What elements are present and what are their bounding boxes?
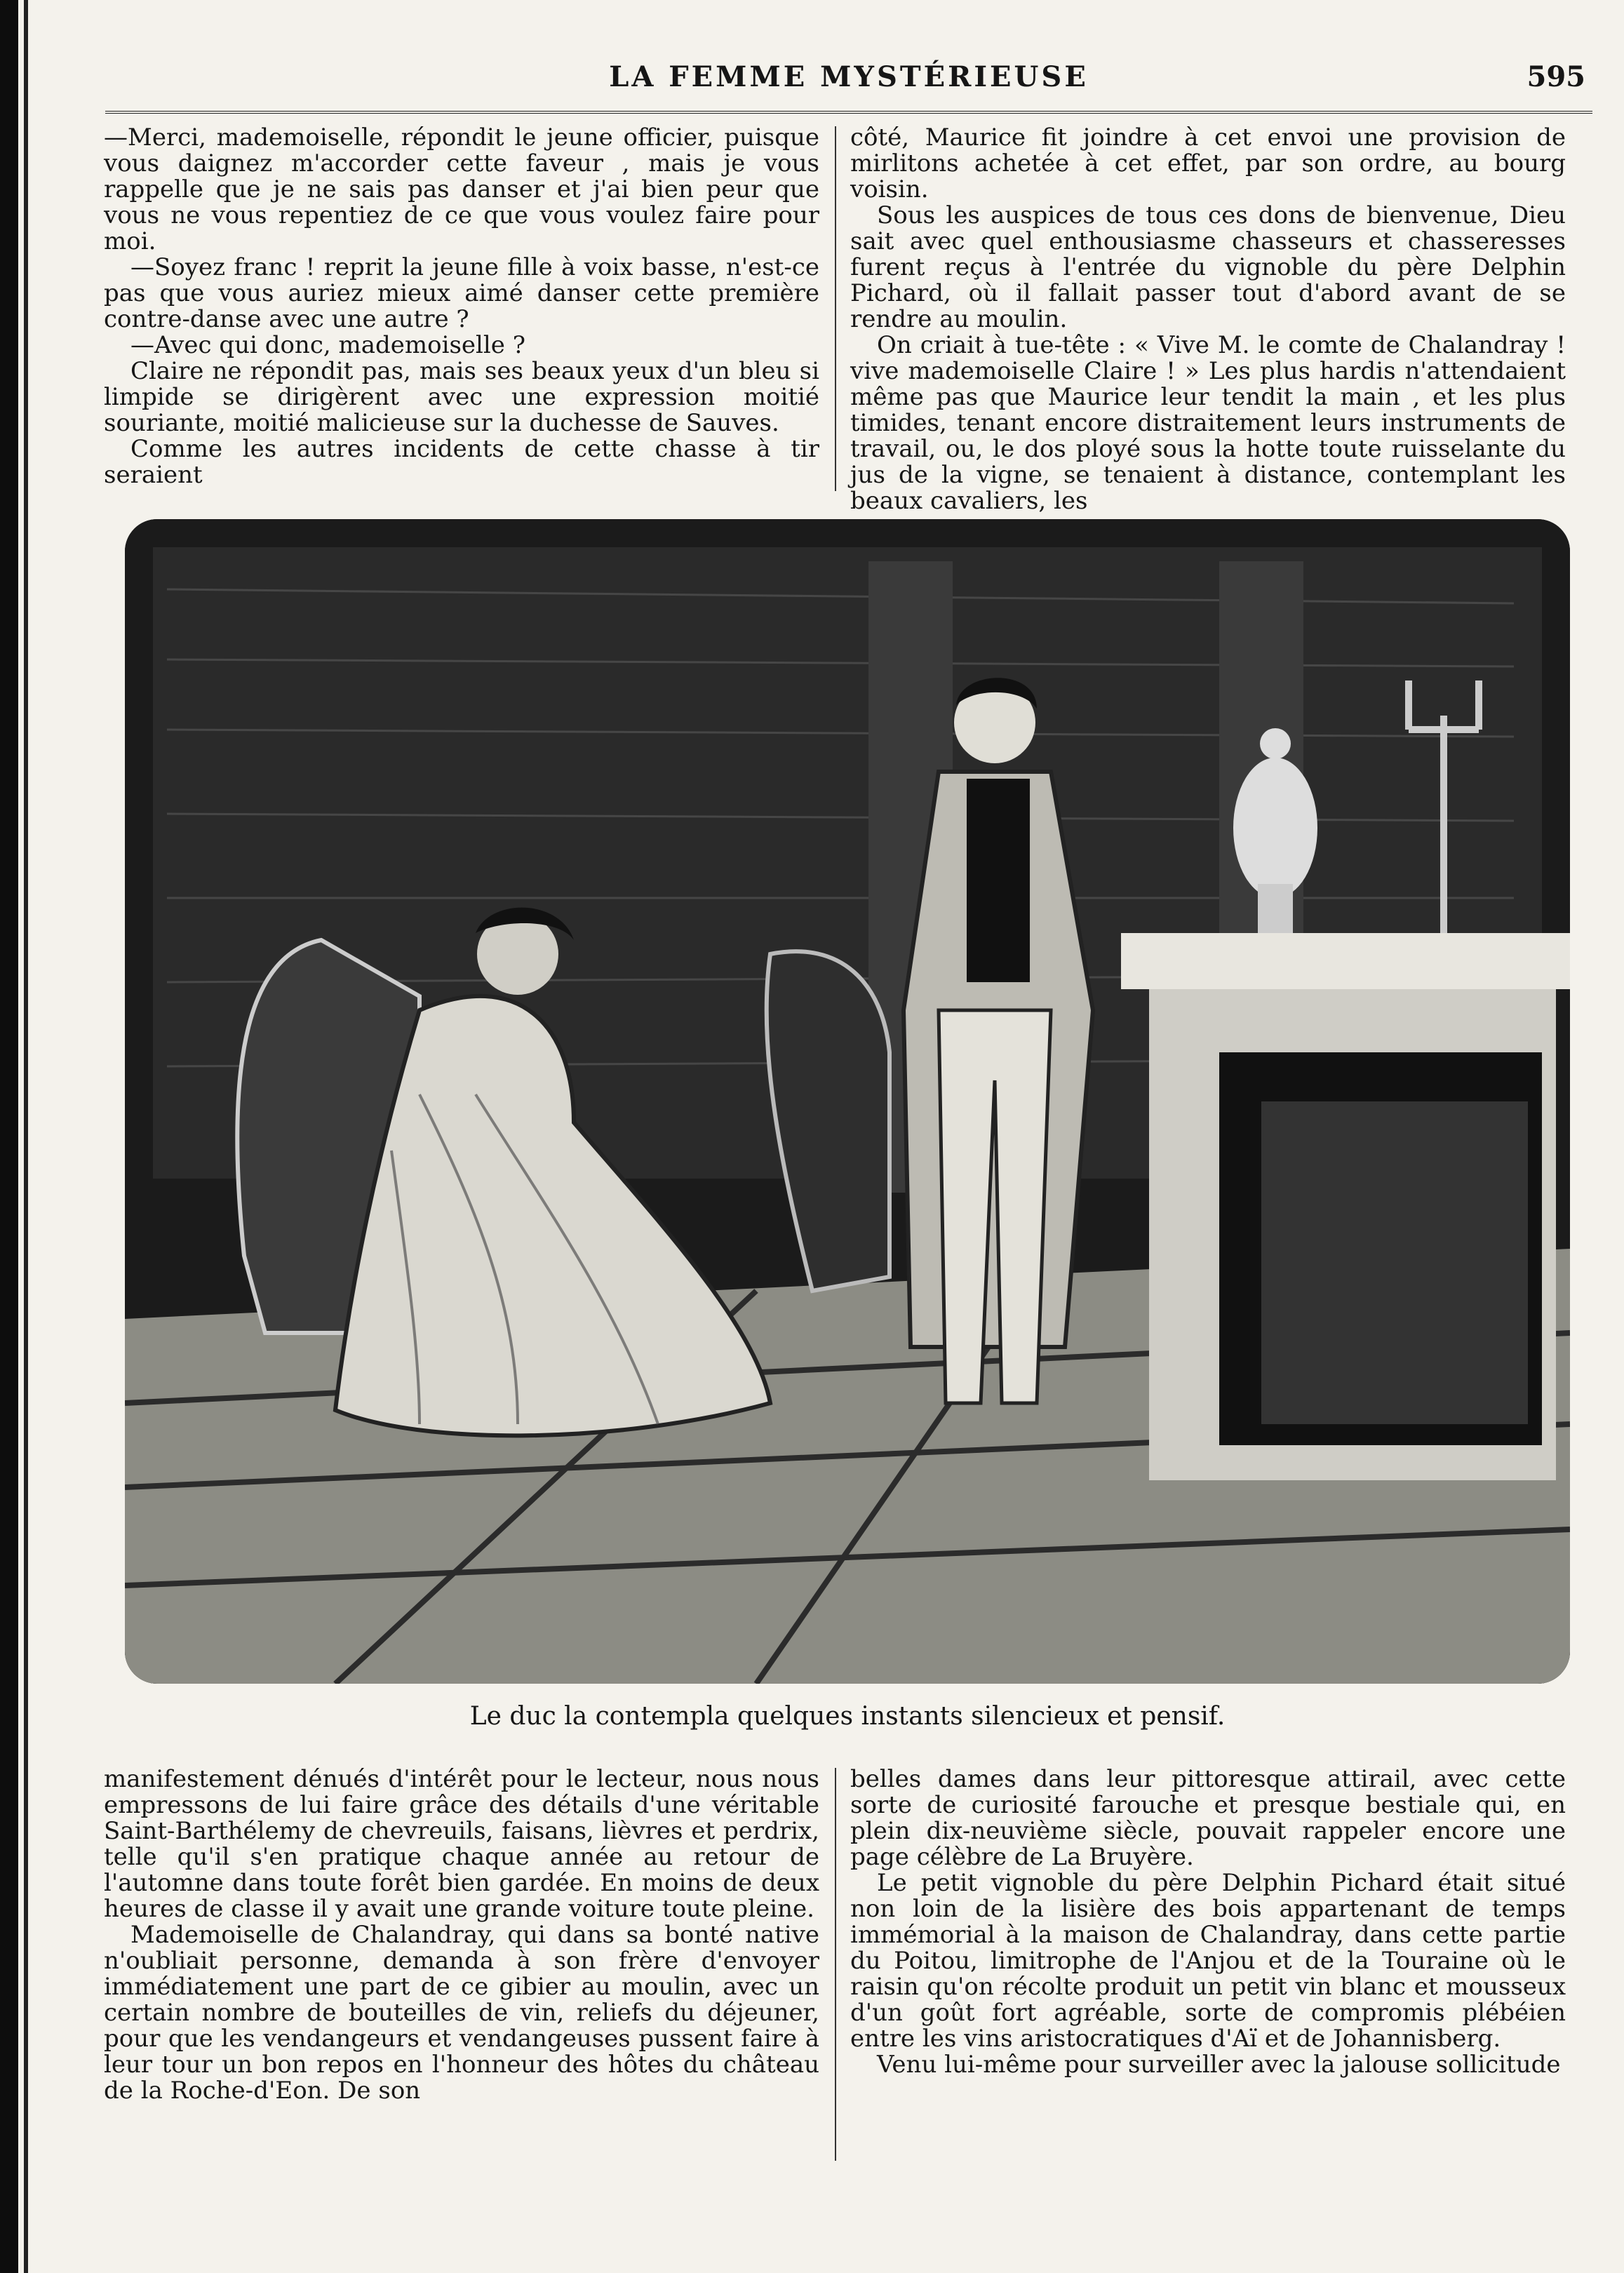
engraving-illustration <box>125 519 1570 1684</box>
column-divider <box>835 126 836 491</box>
paragraph: —Soyez franc ! reprit la jeune fille à voix basse, n'est-ce pas que vous auriez mieux aimé danser cette première contre-danse avec une autre ? <box>104 253 819 333</box>
paragraph: Claire ne répondit pas, mais ses beaux yeux d'un bleu si limpide se dirigèrent avec une expression moitié souriante, moitié malicieuse sur la duchesse de Sauves. <box>104 357 819 437</box>
paragraph: On criait à tue-tête : « Vive M. le comte de Chalandray ! vive mademoiselle Claire ! » Les plus hardis n'attendaient même pas que Maurice leur tendit la main , et les plus timides, tenant encore distraitement leurs instruments de travail, ou, le dos ployé sous la hotte toute ruisselante du jus de la vigne, se tenaient à distance, contemplant les beaux cavaliers, les <box>850 331 1566 515</box>
page-binding-line <box>24 0 28 2273</box>
paragraph: côté, Maurice fit joindre à cet envoi une provision de mirlitons achetée à cet effet, par son ordre, au bourg voisin. <box>850 123 1566 203</box>
paragraph: Mademoiselle de Chalandray, qui dans sa bonté native n'oubliait personne, demanda à son frère d'envoyer immédiatement une part de ce gibier au moulin, avec un certain nombre de bouteilles de vin, reliefs du déjeuner, pour que les vendangeurs et vendangeuses pussent faire à leur tour un bon repos en l'honneur des hôtes du château de la Roche-d'Eon. De son <box>104 1921 819 2105</box>
column-divider <box>835 1768 836 2161</box>
paragraph: Le petit vignoble du père Delphin Pichard était situé non loin de la lisière des bois appartenant de temps immémorial à la maison de Chalandray, dans cette partie du Poitou, limitrophe de l'Anjou et de la Touraine où le raisin qu'on récolte produit un petit vin blanc et mousseux d'un goût fort agréable, sorte de compromis plébéien entre les vins aristocratiques d'Aï et de Johannisberg. <box>850 1869 1566 2053</box>
page-number: 595 <box>1526 60 1585 93</box>
paragraph: Sous les auspices de tous ces dons de bienvenue, Dieu sait avec quel enthousiasme chasseurs et chasseresses furent reçus à l'entrée du vignoble du père Delphin Pichard, où il fallait passer tout d'abord avant de se rendre au moulin. <box>850 201 1566 333</box>
running-title: LA FEMME MYSTÉRIEUSE <box>609 60 1089 93</box>
column-bottom-right <box>850 1766 1566 2078</box>
paragraph: manifestement dénués d'intérêt pour le lecteur, nous nous empressons de lui faire grâce des détails d'une véritable Saint-Barthélemy de chevreuils, faisans, lièvres et perdrix, telle qu'il s'en pratique chaque année au retour de l'automne dans toute forêt bien gardée. En moins de deux heures de classe il y avait une grande voiture toute pleine. <box>104 1765 819 1923</box>
paragraph: belles dames dans leur pittoresque attirail, avec cette sorte de curiosité farouche et presque bestiale qui, en plein dix-neuvième siècle, pouvait rappeler encore une page célèbre de La Bruyère. <box>850 1765 1566 1871</box>
paragraph: —Merci, mademoiselle, répondit le jeune officier, puisque vous daignez m'accorder cette faveur , mais je vous rappelle que je ne sais pas danser et j'ai bien peur que vous ne vous repentiez de ce que vous voulez faire pour moi. <box>104 123 819 255</box>
page-binding-edge <box>0 0 18 2273</box>
column-top-right <box>850 125 1566 514</box>
page-header <box>105 55 1592 114</box>
paragraph: —Avec qui donc, mademoiselle ? <box>130 331 525 359</box>
column-bottom-left <box>104 1766 819 2104</box>
engraving-drawing <box>125 519 1570 1684</box>
paragraph: Comme les autres incidents de cette chasse à tir seraient <box>104 435 819 489</box>
paragraph: Venu lui-même pour surveiller avec la jalouse sollicitude <box>877 2051 1561 2079</box>
illustration-caption: Le duc la contempla quelques instants silencieux et pensif. <box>469 1702 1226 1731</box>
column-top-left <box>104 125 819 488</box>
